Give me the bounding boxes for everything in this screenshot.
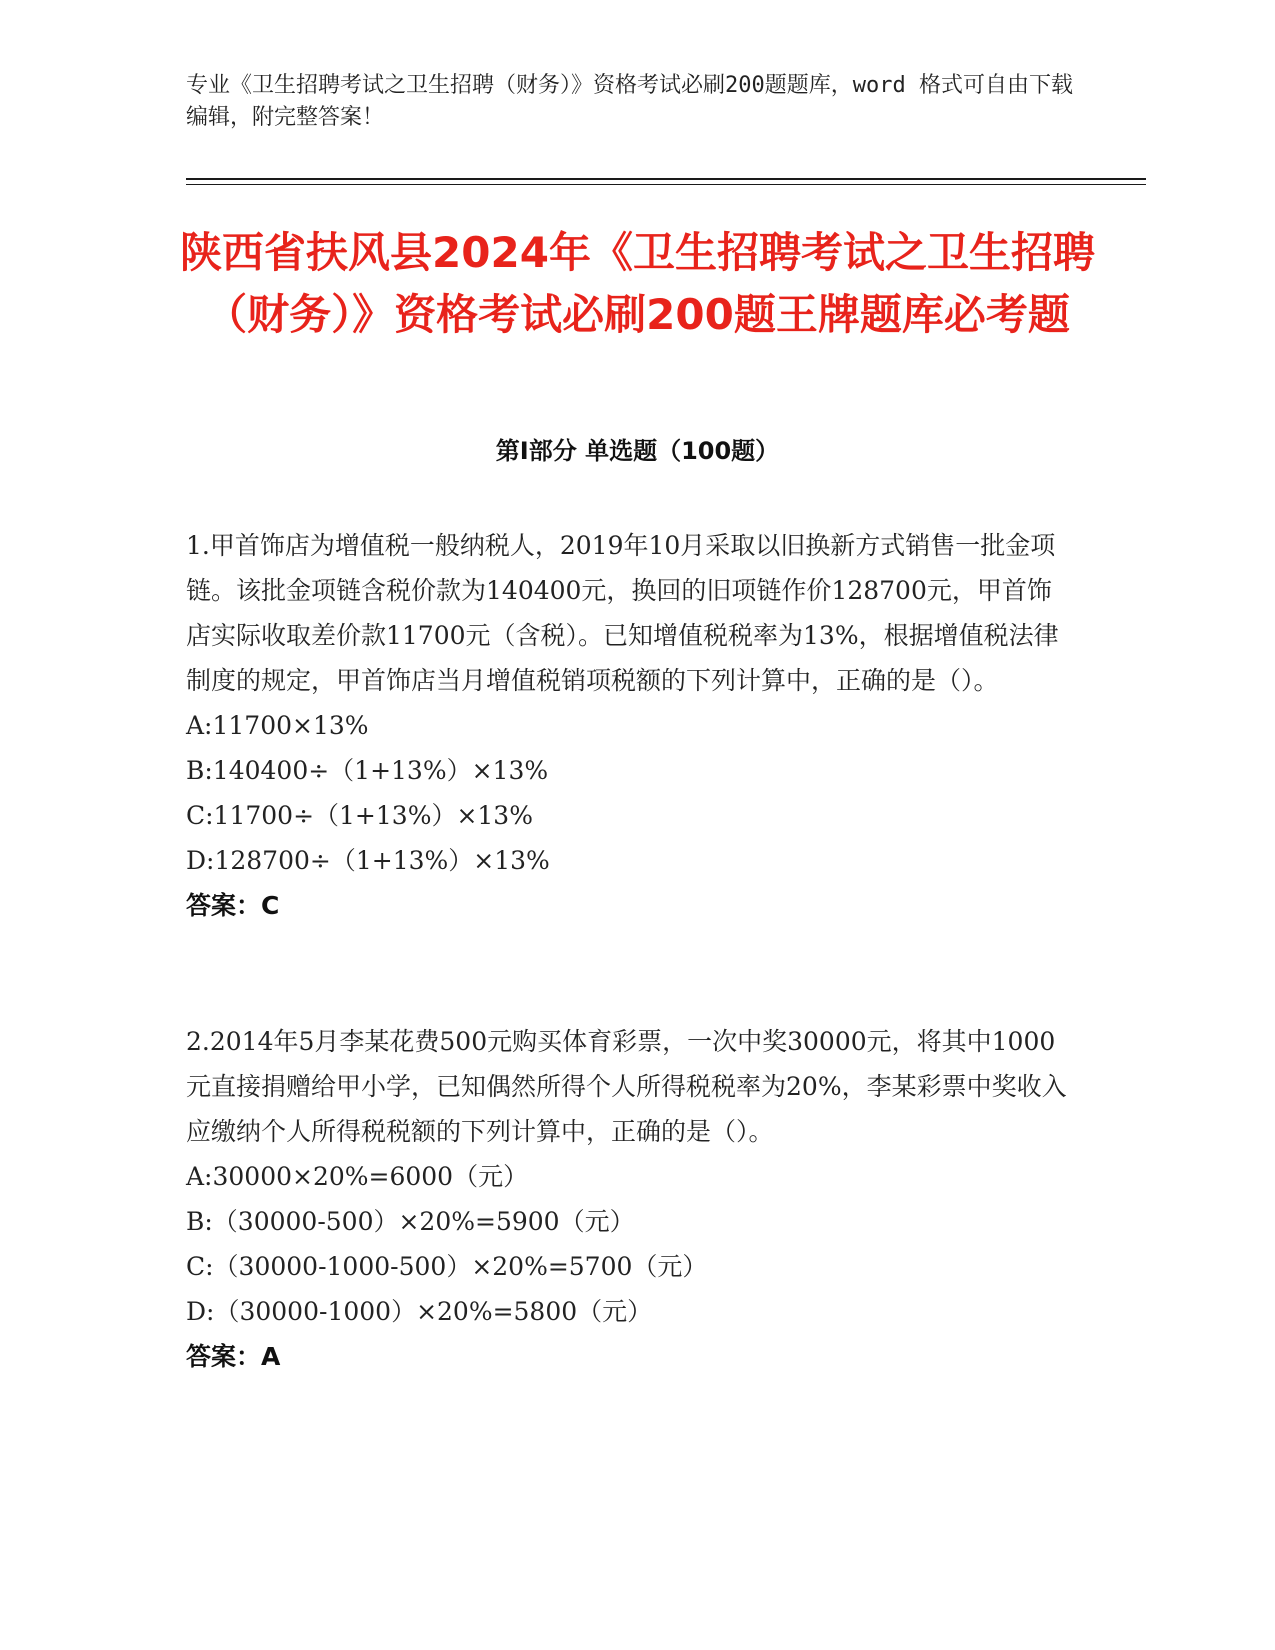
option-c: C:（30000-1000-500）×20%=5700（元）	[186, 1252, 708, 1281]
header-divider-thin	[186, 184, 1146, 185]
option-d: D:128700÷（1+13%）×13%	[186, 846, 550, 875]
answer-line: 答案：A	[186, 1342, 281, 1371]
question-1	[186, 523, 1076, 928]
header-divider-thick	[186, 178, 1146, 180]
option-c: C:11700÷（1+13%）×13%	[186, 801, 533, 830]
answer-line: 答案：C	[186, 891, 280, 920]
option-b: B:（30000-500）×20%=5900（元）	[186, 1207, 635, 1236]
option-a: A:30000×20%=6000（元）	[186, 1162, 529, 1191]
section-heading: 第Ⅰ部分 单选题（100题）	[495, 437, 780, 465]
option-b: B:140400÷（1+13%）×13%	[186, 756, 549, 785]
question-2	[186, 1019, 1076, 1379]
question-stem: 1.甲首饰店为增值税一般纳税人，2019年10月采取以旧换新方式销售一批金项链。该批金项链含税价款为140400元，换回的旧项链作价128700元，甲首饰店实际收取差价款11700元（含税）。已知增值税税率为13%，根据增值税法律制度的规定，甲首饰店当月增值税销项税额的下列计算中，正确的是（）。	[186, 531, 1059, 695]
document-title: 陕西省扶风县2024年《卫生招聘考试之卫生招聘（财务）》资格考试必刷200题王牌题库必考题	[180, 228, 1095, 339]
header-intro: 专业《卫生招聘考试之卫生招聘（财务）》资格考试必刷200题题库，word 格式可自由下载编辑，附完整答案！	[186, 73, 1073, 130]
option-a: A:11700×13%	[186, 711, 369, 740]
option-d: D:（30000-1000）×20%=5800（元）	[186, 1297, 653, 1326]
question-stem: 2.2014年5月李某花费500元购买体育彩票，一次中奖30000元，将其中1000元直接捐赠给甲小学，已知偶然所得个人所得税税率为20%，李某彩票中奖收入应缴纳个人所得税税额的下列计算中，正确的是（）。	[186, 1027, 1067, 1146]
